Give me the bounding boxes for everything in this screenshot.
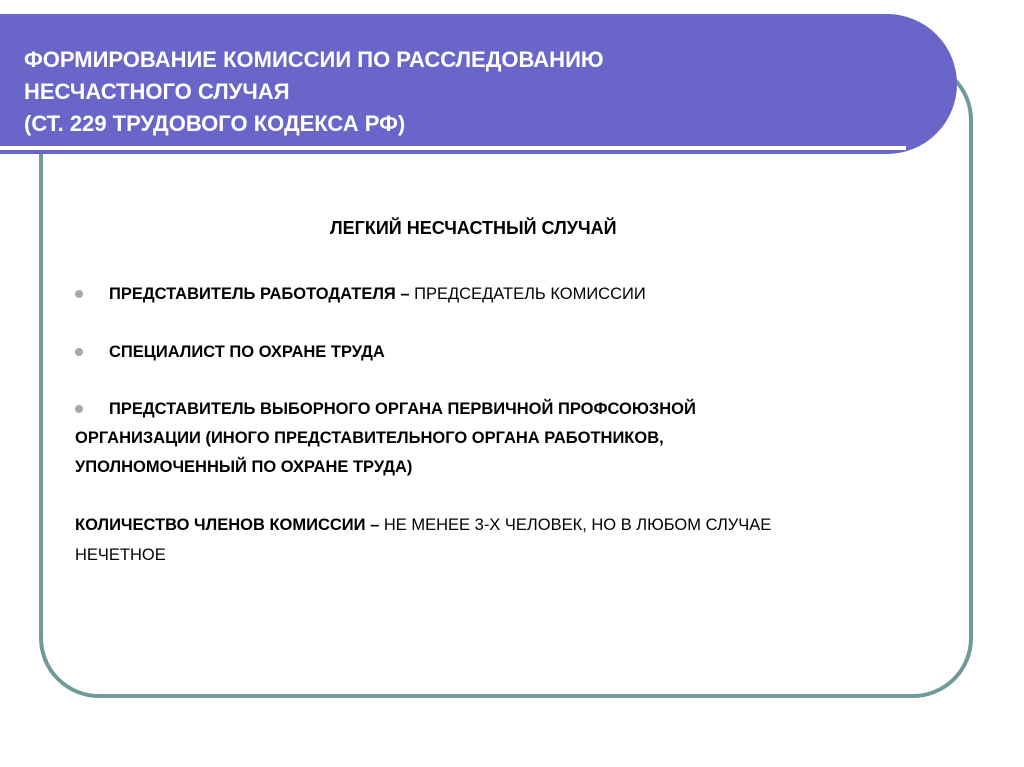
- bullet-icon: [75, 405, 83, 413]
- bullet-icon: [75, 348, 83, 356]
- note-text: НЕ МЕНЕЕ 3-Х ЧЕЛОВЕК, НО В ЛЮБОМ СЛУЧАЕ: [383, 516, 772, 534]
- content-frame: [39, 60, 973, 698]
- list-item: [75, 280, 646, 309]
- note-line-2: НЕЧЕТНОЕ: [75, 546, 166, 564]
- item-text: ПРЕДСЕДАТЕЛЬ КОМИССИИ: [414, 285, 646, 303]
- member-count-note: [75, 510, 771, 570]
- slide-title: [24, 44, 904, 140]
- item-bold: ПРЕДСТАВИТЕЛЬ РАБОТОДАТЕЛЯ –: [109, 285, 415, 303]
- title-bar: [0, 14, 957, 154]
- item-bold: ПРЕДСТАВИТЕЛЬ ВЫБОРНОГО ОРГАНА ПЕРВИЧНОЙ ПРОФСОЮЗНОЙ: [109, 400, 696, 418]
- item-line-3: УПОЛНОМОЧЕННЫЙ ПО ОХРАНЕ ТРУДА): [75, 458, 413, 476]
- title-line-2: НЕСЧАСТНОГО СЛУЧАЯ: [24, 79, 290, 104]
- list-item: [75, 338, 385, 367]
- title-line-3: (СТ. 229 ТРУДОВОГО КОДЕКСА РФ): [24, 111, 406, 136]
- note-bold: КОЛИЧЕСТВО ЧЛЕНОВ КОМИССИИ –: [75, 516, 384, 534]
- item-bold: СПЕЦИАЛИСТ ПО ОХРАНЕ ТРУДА: [109, 343, 385, 361]
- list-item: [75, 395, 696, 482]
- title-line-1: ФОРМИРОВАНИЕ КОМИССИИ ПО РАССЛЕДОВАНИЮ: [24, 47, 604, 72]
- subheading: ЛЕГКИЙ НЕСЧАСТНЫЙ СЛУЧАЙ: [330, 218, 617, 238]
- item-line-2: ОРГАНИЗАЦИИ (ИНОГО ПРЕДСТАВИТЕЛЬНОГО ОРГАНА РАБОТНИКОВ,: [75, 429, 664, 447]
- bullet-icon: [75, 290, 83, 298]
- title-underline: [0, 146, 906, 150]
